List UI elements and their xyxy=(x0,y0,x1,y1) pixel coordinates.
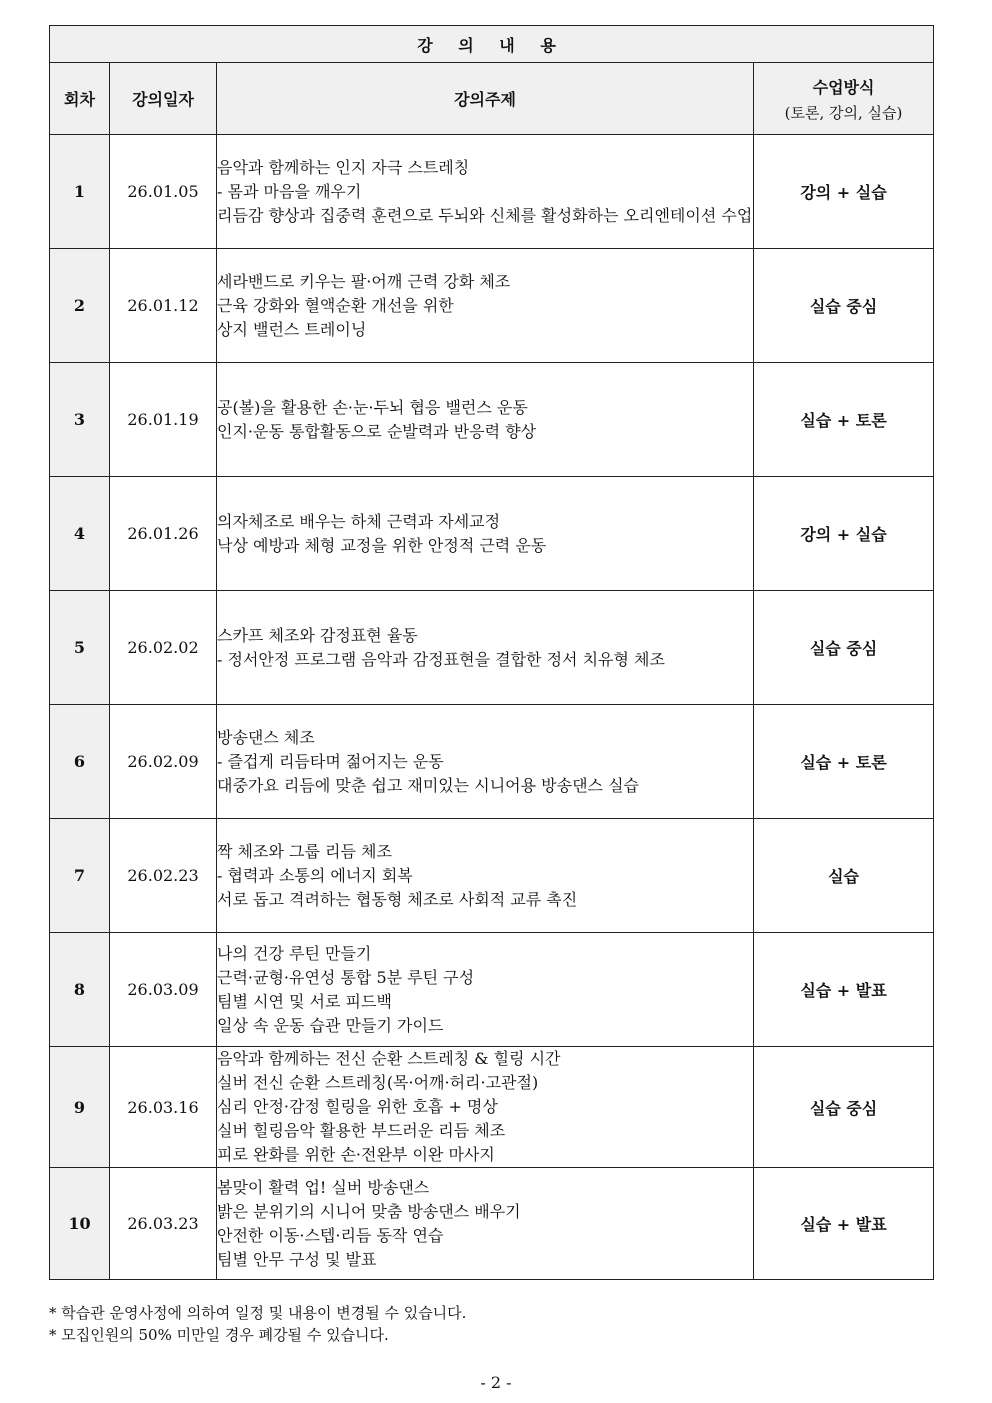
topic-line: 음악과 함께하는 전신 순환 스트레칭 & 힐링 시간 xyxy=(217,1049,561,1068)
topic-line: 공(볼)을 활용한 손·눈·두뇌 협응 밸런스 운동 xyxy=(217,397,528,417)
session-method: 강의 + 실습 xyxy=(754,477,934,591)
topic-line: 팀별 시연 및 서로 피드백 xyxy=(217,991,392,1011)
table-title-row xyxy=(50,26,934,63)
topic-line: 리듬감 향상과 집중력 훈련으로 두뇌와 신체를 활성화하는 오리엔테이션 수업 xyxy=(217,205,753,225)
note-item: * 모집인원의 50% 미만일 경우 폐강될 수 있습니다. xyxy=(49,1326,389,1344)
session-number: 6 xyxy=(50,705,110,819)
session-topic xyxy=(217,591,754,705)
session-method: 실습 + 토론 xyxy=(754,363,934,477)
table-header-row xyxy=(50,63,934,135)
topic-line: 나의 건강 루틴 만들기 xyxy=(217,943,372,963)
session-number: 8 xyxy=(50,933,110,1047)
session-number: 7 xyxy=(50,819,110,933)
session-number: 10 xyxy=(50,1168,110,1280)
session-method: 실습 중심 xyxy=(754,249,934,363)
table-row xyxy=(50,135,934,249)
session-topic xyxy=(217,1047,754,1168)
topic-line: 피로 완화를 위한 손·전완부 이완 마사지 xyxy=(217,1145,495,1164)
topic-line: 심리 안정·감정 힐링을 위한 호흡 + 명상 xyxy=(217,1097,498,1116)
topic-line: 실버 전신 순환 스트레칭(목·어깨·허리·고관절) xyxy=(217,1073,539,1092)
session-date: 26.02.02 xyxy=(110,591,217,705)
session-method: 실습 + 발표 xyxy=(754,1168,934,1280)
topic-line: 근력·균형·유연성 통합 5분 루틴 구성 xyxy=(217,967,475,987)
table-row xyxy=(50,591,934,705)
header-no: 회차 xyxy=(50,63,110,135)
table-title: 강 의 내 용 xyxy=(50,26,934,63)
header-method xyxy=(754,63,934,135)
session-topic xyxy=(217,363,754,477)
session-date: 26.02.23 xyxy=(110,819,217,933)
topic-line: 상지 밸런스 트레이닝 xyxy=(217,319,367,339)
table-row xyxy=(50,1168,934,1280)
session-date: 26.01.19 xyxy=(110,363,217,477)
page-number: - 2 - xyxy=(480,1373,512,1392)
topic-line: 방송댄스 체조 xyxy=(217,727,315,747)
session-number: 1 xyxy=(50,135,110,249)
topic-line: 일상 속 운동 습관 만들기 가이드 xyxy=(217,1015,444,1035)
topic-line: - 즐겁게 리듬타며 젊어지는 운동 xyxy=(217,751,444,771)
topic-line: 스카프 체조와 감정표현 율동 xyxy=(217,625,418,645)
header-topic: 강의주제 xyxy=(217,63,754,135)
session-date: 26.03.23 xyxy=(110,1168,217,1280)
topic-line: - 몸과 마음을 깨우기 xyxy=(217,181,362,201)
session-topic xyxy=(217,1168,754,1280)
topic-line: 인지·운동 통합활동으로 순발력과 반응력 향상 xyxy=(217,421,537,441)
topic-line: 실버 힐링음악 활용한 부드러운 리듬 체조 xyxy=(217,1121,506,1140)
session-topic xyxy=(217,135,754,249)
session-date: 26.01.05 xyxy=(110,135,217,249)
session-number: 3 xyxy=(50,363,110,477)
session-date: 26.01.26 xyxy=(110,477,217,591)
session-method: 실습 중심 xyxy=(754,1047,934,1168)
session-date: 26.03.09 xyxy=(110,933,217,1047)
session-number: 9 xyxy=(50,1047,110,1168)
session-date: 26.03.16 xyxy=(110,1047,217,1168)
session-method: 강의 + 실습 xyxy=(754,135,934,249)
session-number: 5 xyxy=(50,591,110,705)
topic-line: 의자체조로 배우는 하체 근력과 자세교정 xyxy=(217,511,501,531)
topic-line: 짝 체조와 그룹 리듬 체조 xyxy=(217,841,392,861)
session-method: 실습 + 발표 xyxy=(754,933,934,1047)
session-topic xyxy=(217,249,754,363)
topic-line: 근육 강화와 혈액순환 개선을 위한 xyxy=(217,295,454,315)
session-method: 실습 중심 xyxy=(754,591,934,705)
session-method: 실습 + 토론 xyxy=(754,705,934,819)
session-method: 실습 xyxy=(754,819,934,933)
notes xyxy=(49,1302,466,1346)
table-row xyxy=(50,1047,934,1168)
topic-line: 대중가요 리듬에 맞춘 쉽고 재미있는 시니어용 방송댄스 실습 xyxy=(217,775,640,795)
topic-line: 밝은 분위기의 시니어 맞춤 방송댄스 배우기 xyxy=(217,1201,521,1221)
table-row xyxy=(50,249,934,363)
session-number: 2 xyxy=(50,249,110,363)
header-method-label: 수업방식 xyxy=(812,77,875,97)
topic-line: 음악과 함께하는 인지 자극 스트레칭 xyxy=(217,157,470,177)
topic-line: - 협력과 소통의 에너지 회복 xyxy=(217,865,413,885)
header-method-sub: (토론, 강의, 실습) xyxy=(784,103,903,122)
topic-line: 세라밴드로 키우는 팔·어깨 근력 강화 체조 xyxy=(217,271,511,291)
session-topic xyxy=(217,705,754,819)
lecture-schedule-table xyxy=(49,25,934,1280)
topic-line: 팀별 안무 구성 및 발표 xyxy=(217,1249,377,1269)
session-date: 26.02.09 xyxy=(110,705,217,819)
note-item: * 학습관 운영사정에 의하여 일정 및 내용이 변경될 수 있습니다. xyxy=(49,1304,467,1322)
table-row xyxy=(50,933,934,1047)
session-topic xyxy=(217,477,754,591)
session-date: 26.01.12 xyxy=(110,249,217,363)
topic-line: 서로 돕고 격려하는 협동형 체조로 사회적 교류 촉진 xyxy=(217,889,578,909)
session-topic xyxy=(217,933,754,1047)
header-date: 강의일자 xyxy=(110,63,217,135)
session-topic xyxy=(217,819,754,933)
session-number: 4 xyxy=(50,477,110,591)
topic-line: 낙상 예방과 체형 교정을 위한 안정적 근력 운동 xyxy=(217,535,547,555)
topic-line: - 정서안정 프로그램 음악과 감정표현을 결합한 정서 치유형 체조 xyxy=(217,649,665,669)
topic-line: 안전한 이동·스텝·리듬 동작 연습 xyxy=(217,1225,444,1245)
table-row xyxy=(50,705,934,819)
table-row xyxy=(50,363,934,477)
table-row xyxy=(50,477,934,591)
topic-line: 봄맞이 활력 업! 실버 방송댄스 xyxy=(217,1177,430,1197)
table-row xyxy=(50,819,934,933)
